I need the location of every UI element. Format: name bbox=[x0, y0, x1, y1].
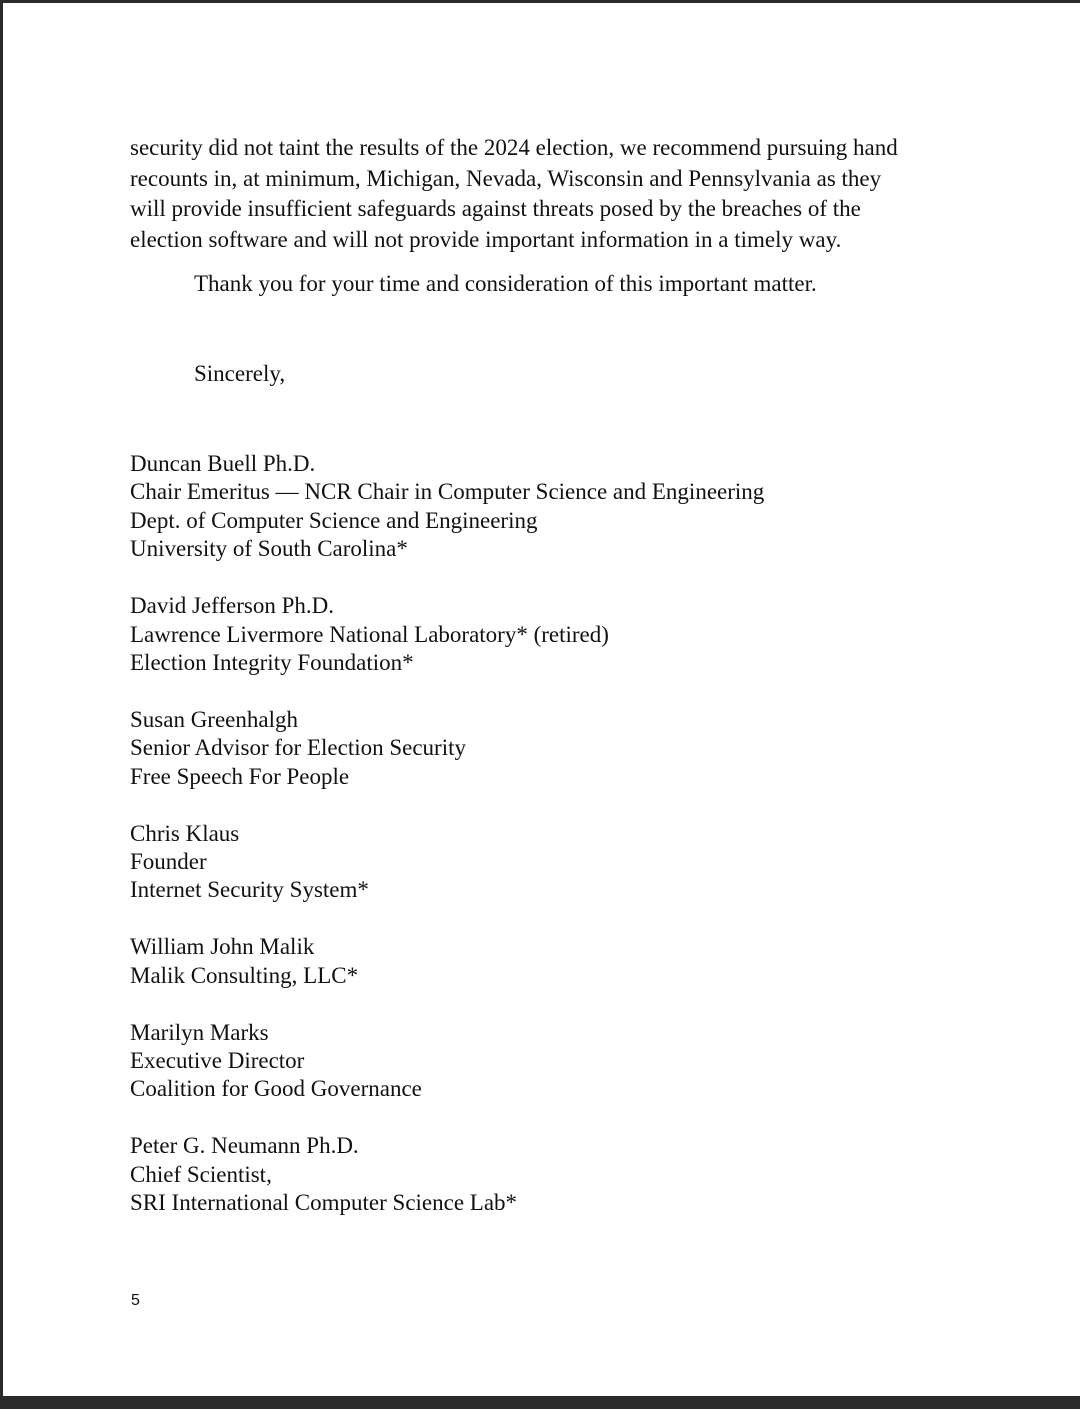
signatory-affiliation: Lawrence Livermore National Laboratory* (retired) bbox=[130, 621, 609, 647]
thanks-sentence: Thank you for your time and consideration of this important matter. bbox=[194, 271, 817, 296]
signatory-affiliation: SRI International Computer Science Lab* bbox=[130, 1190, 518, 1216]
signatory-affiliation: Free Speech For People bbox=[130, 763, 350, 789]
signatory-block bbox=[130, 706, 764, 791]
signatory-block bbox=[130, 450, 764, 564]
paragraph-line: election software and will not provide important information in a timely way. bbox=[130, 227, 842, 253]
signatory-affiliation: Election Integrity Foundation* bbox=[130, 649, 414, 675]
signatory-name: Susan Greenhalgh bbox=[130, 706, 298, 732]
signatory-block bbox=[130, 820, 764, 905]
signatory-name: William John Malik bbox=[130, 934, 315, 960]
document-page bbox=[3, 3, 1080, 1396]
signatory-affiliation: Coalition for Good Governance bbox=[130, 1076, 422, 1102]
signatory-affiliation: Internet Security System* bbox=[130, 877, 369, 903]
signatory-block bbox=[130, 1019, 764, 1104]
signatory-affiliation: Malik Consulting, LLC* bbox=[130, 962, 359, 988]
paragraph-line: recounts in, at minimum, Michigan, Nevada, Wisconsin and Pennsylvania as they bbox=[130, 165, 882, 191]
signatory-title: Executive Director bbox=[130, 1048, 305, 1073]
closing-salutation: Sincerely, bbox=[194, 361, 286, 386]
signatory-name: Peter G. Neumann Ph.D. bbox=[130, 1133, 359, 1159]
body-paragraph bbox=[130, 133, 1010, 256]
signatory-block bbox=[130, 933, 764, 990]
signatory-affiliation: University of South Carolina* bbox=[130, 536, 408, 562]
signatory-name: Duncan Buell Ph.D. bbox=[130, 451, 316, 476]
signatory-name: David Jefferson Ph.D. bbox=[130, 593, 334, 619]
signatory-block bbox=[130, 1132, 764, 1217]
page-number: 5 bbox=[131, 1292, 140, 1309]
signatory-name: Marilyn Marks bbox=[130, 1019, 269, 1045]
paragraph-line: security did not taint the results of the 2024 election, we recommend pursuing hand bbox=[130, 135, 898, 160]
paragraph-line: will provide insufficient safeguards against threats posed by the breaches of the bbox=[130, 196, 861, 222]
signatory-block bbox=[130, 592, 764, 677]
signatory-name: Chris Klaus bbox=[130, 820, 240, 846]
signatory-department: Dept. of Computer Science and Engineering bbox=[130, 507, 538, 533]
signatory-title: Chair Emeritus — NCR Chair in Computer Science and Engineering bbox=[130, 479, 765, 505]
signatory-title: Senior Advisor for Election Security bbox=[130, 735, 466, 761]
signatory-title: Founder bbox=[130, 848, 207, 874]
signatory-list bbox=[130, 450, 764, 1246]
signatory-title: Chief Scientist, bbox=[130, 1161, 272, 1187]
